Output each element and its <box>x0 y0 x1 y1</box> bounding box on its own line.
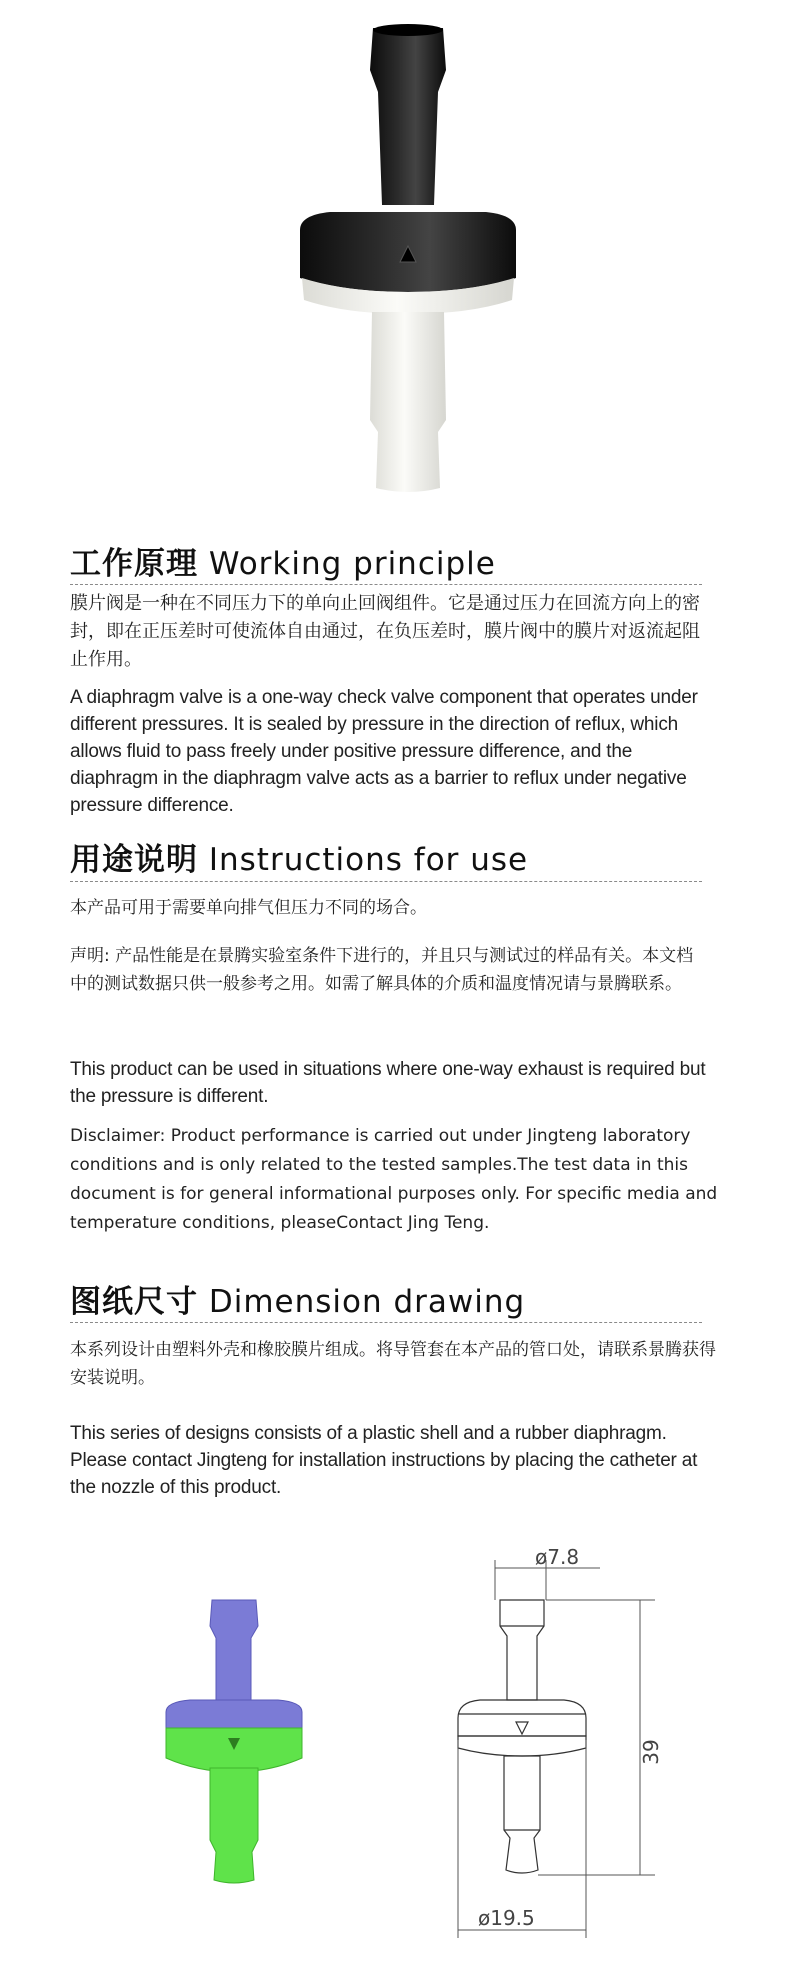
instructions-title-en: Instructions for use <box>208 842 529 878</box>
working-title-cn: 工作原理 <box>70 546 198 582</box>
dimension-title-en: Dimension drawing <box>208 1284 526 1320</box>
dimension-title-cn: 图纸尺寸 <box>70 1284 198 1320</box>
working-text-cn: 膜片阀是一种在不同压力下的单向止回阀组件。它是通过压力在回流方向上的密封，即在正压差时可使流体自由通过，在负压差时，膜片阀中的膜片对返流起阻止作用。 <box>70 593 700 670</box>
instructions-title <box>70 834 528 879</box>
dim-bottom-label: ø19.5 <box>478 1906 535 1930</box>
dimension-lines <box>458 1560 655 1938</box>
dimension-text-cn: 本系列设计由塑料外壳和橡胶膜片组成。将导管套在本产品的管口处，请联系景腾获得安装说明。 <box>70 1340 716 1388</box>
divider <box>70 881 702 882</box>
dim-height-label: 39 <box>639 1739 663 1765</box>
divider <box>70 1322 702 1323</box>
dim-top-label: ø7.8 <box>535 1545 580 1569</box>
valve-3d-model <box>150 1590 330 1900</box>
usage-text-cn: 本产品可用于需要单向排气但压力不同的场合。 <box>70 898 427 918</box>
working-principle-title <box>70 538 496 583</box>
valve-outline <box>458 1600 586 1873</box>
usage-text-en: This product can be used in situations where one-way exhaust is required but the pressure is different. <box>70 1059 706 1107</box>
disclaimer-en: Disclaimer: Product performance is carried out under Jingteng laboratory conditions and is only related to the tested samples.The test data in this document is for general informational purposes only. For specific media and temperature conditions, pleaseContact Jing Teng. <box>70 1126 718 1233</box>
divider <box>70 584 702 585</box>
dimension-text-en: This series of designs consists of a plastic shell and a rubber diaphragm. Please contact Jingteng for installation instructions by placing the catheter at the nozzle of this product. <box>70 1423 698 1498</box>
dimension-drawing <box>440 1530 680 1960</box>
disclaimer-cn: 声明: 产品性能是在景腾实验室条件下进行的，并且只与测试过的样品有关。本文档中的测试数据只供一般参考之用。如需了解具体的介质和温度情况请与景腾联系。 <box>70 946 694 994</box>
working-text-en: A diaphragm valve is a one-way check valve component that operates under different pressures. It is sealed by pressure in the direction of reflux, which allows fluid to pass freely under positive pressure difference, and the diaphragm in the diaphragm valve acts as a barrier to reflux under negative pressure difference. <box>70 687 698 816</box>
dimension-title <box>70 1276 525 1321</box>
instructions-title-cn: 用途说明 <box>70 842 198 878</box>
product-photo <box>0 0 790 520</box>
working-title-en: Working principle <box>208 546 496 582</box>
